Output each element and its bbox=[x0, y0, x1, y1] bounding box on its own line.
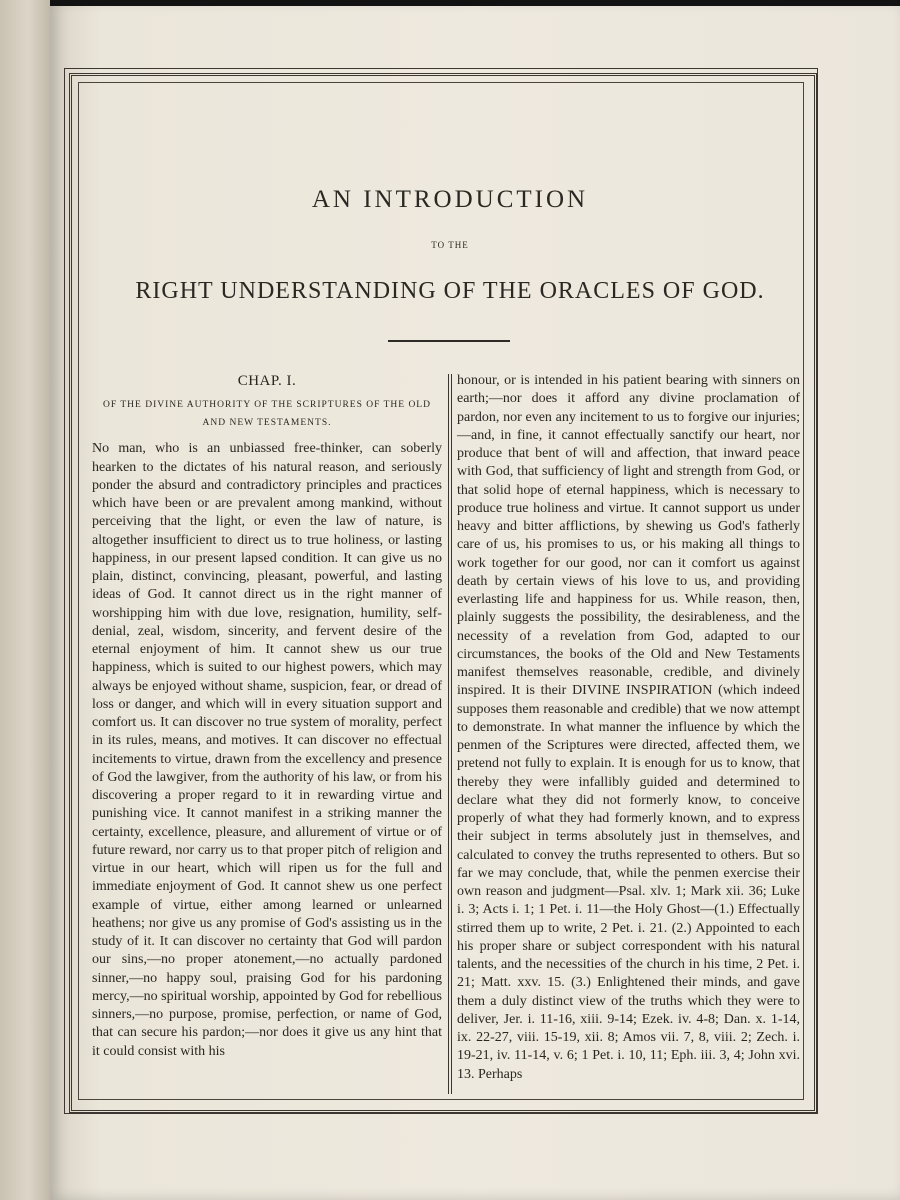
left-column-text: No man, who is an unbiassed free-thinker, can soberly hearken to the dictates of his natural reason, and seriously ponder the absurd and contradictory principles and practices which have been or are prevalent among mankind, without perceiving that the light, or even the law of nature, is altogether insufficient to direct us to true holiness, or lasting happiness, in our present lapsed condition. It can give us no plain, distinct, convincing, pleasant, powerful, and lasting ideas of God. It cannot direct us in the right manner of worshipping him with due love, resignation, humility, self-denial, zeal, wisdom, sincerity, and fervent desire of the eternal enjoyment of him. It cannot shew us our true happiness, which is suited to our highest powers, which may always be enjoyed without shame, suspicion, fear, or dread of loss or danger, and which will in every situation support and comfort us. It can discover no true system of morality, perfect in its rules, means, and motives. It can discover no effectual incitements to virtue, drawn from the excellency and presence of God the lawgiver, from the authority of his law, or from his discovering a proper regard to it in rewarding virtue and punishing vice. It cannot manifest in a striking manner the certainty, excellence, pleasure, and allurement of virtue or of future reward, nor carry us to that proper pitch of religion and virtue in our heart, which will ripen us for the full and immediate enjoyment of God. It cannot shew us one perfect example of virtue, either among learned or unlearned heathens; nor give us any promise of God's assisting us in the study of it. It can discover no certainty that God will pardon our sins,—no proper atonement,—no actually pardoned sinner,—no happy soul, praising God for his pardoning mercy,—no spiritual worship, appointed by God for rebellious sinners,—no purpose, promise, perfection, or name of God, that can secure his pardon;—nor does it give us any hint that it could consist with his bbox=[92, 441, 442, 1059]
right-column-text: honour, or is intended in his patient bearing with sinners on earth;—nor does it afford any divine proclamation of pardon, nor even any incitement to us to forgive our injuries;—and, in fine, it cannot effectually sanctify our heart, nor produce that bent of will and affection, that inward peace with God, that sufficiency of light and strength from God, or that solid hope of eternal happiness, which is necessary to produce true holiness and virtue. It cannot support us under heavy and bitter afflictions, by shewing us God's fatherly care of us, his promises to us, or his making all things to work together for our good, nor can it comfort us against death by certain views of his love to us, and providing everlasting life and happiness for us. While reason, then, plainly suggests the possibility, the desirableness, and the necessity of a revelation from God, adapted to our circumstances, the books of the Old and New Testaments manifest themselves reasonable, credible, and divinely inspired. It is their DIVINE INSPIRATION (which indeed supposes them reasonable and credible) that we now attempt to demonstrate. In what manner the influence by which the penmen of the Scriptures were directed, affected them, we pretend not fully to explain. It is enough for us to know, that thereby they were infallibly guided and determined to declare what they did not formerly know, to conceive properly of what they had formerly known, and to express their subject in terms absolutely just in themselves, and calculated to convey the truths represented to others. But so far we may conclude, that, while the penmen exercise their own reason and judgment—Psal. xlv. 1; Mark xii. 36; Luke i. 3; Acts i. 1; 1 Pet. i. 11—the Holy Ghost—(1.) Effectually stirred them up to write, 2 Pet. i. 21. (2.) Appointed to each his proper share or subject correspondent with his natural talents, and the necessities of the church in his time, 2 Pet. i. 21; Matt. xxv. 15. (3.) Enlightened their minds, and gave them a duly distinct view of the truths which they were to deliver, Jer. i. 11-16, xiii. 9-14; Ezek. iv. 4-8; Dan. x. 1-14, ix. 22-27, viii. 15-19, xii. 8; Amos vii. 7, 8, viii. 2; Zech. i. 19-21, iv. 11-14, v. 6; 1 Pet. i. 10, 11; Eph. iii. 3, 4; John xvi. 13. Perhaps bbox=[457, 373, 800, 1082]
title-connector: TO THE bbox=[431, 240, 469, 250]
column-divider-second-line bbox=[451, 374, 452, 1094]
right-column bbox=[457, 372, 800, 1084]
page-subtitle: RIGHT UNDERSTANDING OF THE ORACLES OF GOD. bbox=[135, 278, 765, 304]
column-divider bbox=[448, 374, 449, 1094]
page-title: AN INTRODUCTION bbox=[311, 186, 589, 213]
left-column bbox=[92, 372, 442, 1061]
left-page-edge bbox=[0, 0, 56, 1200]
chapter-number: CHAP. I. bbox=[237, 373, 297, 389]
title-rule bbox=[388, 340, 510, 342]
chapter-title: OF THE DIVINE AUTHORITY OF THE SCRIPTURES OF THE OLD AND NEW TESTAMENTS. bbox=[103, 400, 431, 429]
